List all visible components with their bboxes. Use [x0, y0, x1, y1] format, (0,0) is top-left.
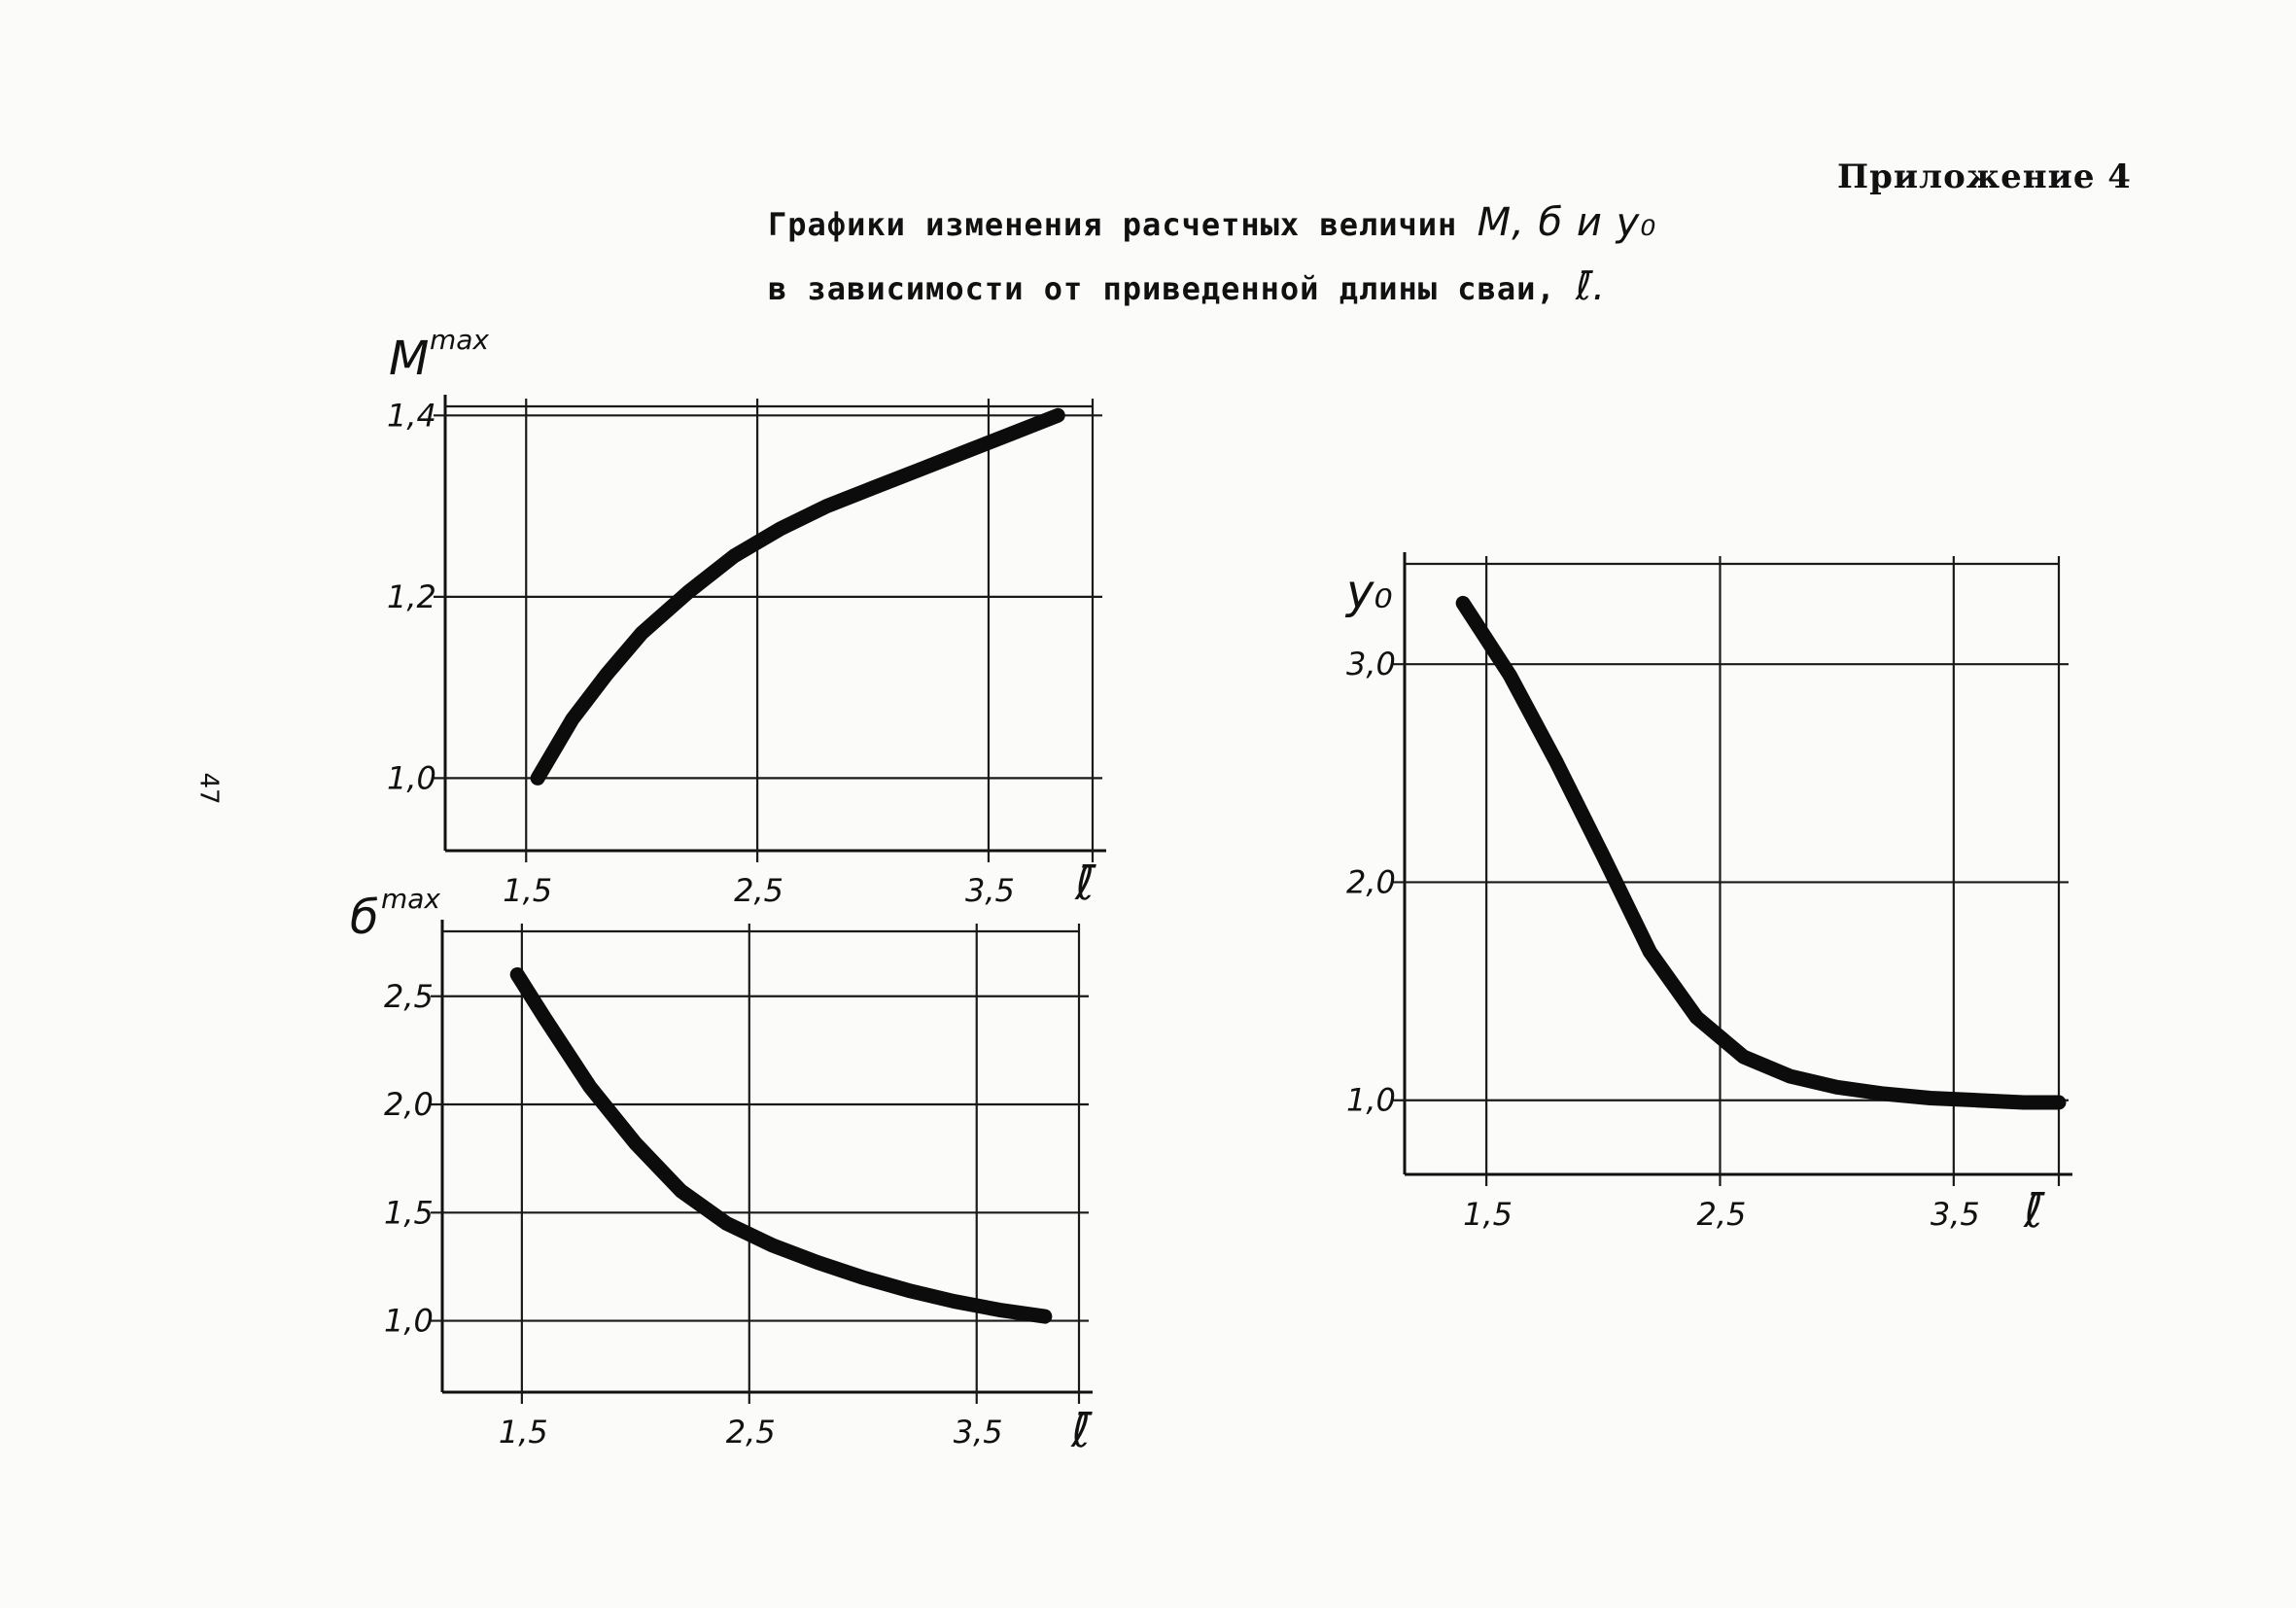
sigma-x-tick-label: 3,5 [953, 1414, 1003, 1451]
mmax-x-tick-label: 1,5 [503, 872, 553, 909]
sigma-y-axis-title-superscript: max [381, 883, 441, 915]
sigma-x-tick-label: 2,5 [725, 1414, 776, 1451]
sigma-y-tick-label: 2,0 [384, 1086, 434, 1124]
figure-title-symbols-1: M, б и y₀ [1477, 200, 1657, 245]
figure-title-text-2: в зависимости от приведенной длины сваи, [768, 270, 1556, 307]
y0-x-tick-label: 2,5 [1696, 1196, 1747, 1233]
y0-y-tick-label: 1,0 [1346, 1081, 1396, 1119]
mmax-x-tick-label: 3,5 [964, 872, 1015, 909]
mmax-y-axis-title: M [389, 332, 430, 386]
sigma-y-tick-label: 1,5 [384, 1194, 434, 1232]
figure-title-symbol-2: ℓ̄. [1575, 264, 1607, 309]
page-number: 47 [193, 772, 224, 805]
mmax-x-axis-title: ℓ̄ [1075, 856, 1095, 911]
sigma-x-tick-label: 1,5 [498, 1414, 548, 1451]
sigma-data-curve [517, 975, 1045, 1317]
y0-x-tick-label: 1,5 [1463, 1196, 1513, 1233]
mmax-y-tick-label: 1,4 [387, 397, 436, 435]
mmax-x-tick-label: 2,5 [734, 872, 783, 909]
y0-y-tick-label: 2,0 [1346, 863, 1396, 901]
sigma-x-axis-title: ℓ̄ [1071, 1404, 1091, 1458]
mmax-y-tick-label: 1,0 [387, 759, 436, 797]
y0-data-curve [1463, 603, 2059, 1102]
y0-y-tick-label: 3,0 [1346, 646, 1396, 683]
sigma-y-tick-label: 2,5 [384, 977, 434, 1015]
sigma-y-axis-title: б [350, 891, 379, 945]
figure-title-text-1: Графики изменения расчетных величин [768, 206, 1458, 243]
y0-x-axis-title: ℓ̄ [2024, 1184, 2043, 1239]
y0-y-axis-title: y₀ [1346, 565, 1393, 619]
sigma-y-tick-label: 1,0 [384, 1302, 434, 1340]
mmax-y-axis-title-superscript: max [430, 324, 490, 356]
y0-x-tick-label: 3,5 [1930, 1196, 1980, 1233]
appendix-label: Приложение 4 [1837, 157, 2132, 196]
mmax-y-tick-label: 1,2 [387, 577, 436, 615]
